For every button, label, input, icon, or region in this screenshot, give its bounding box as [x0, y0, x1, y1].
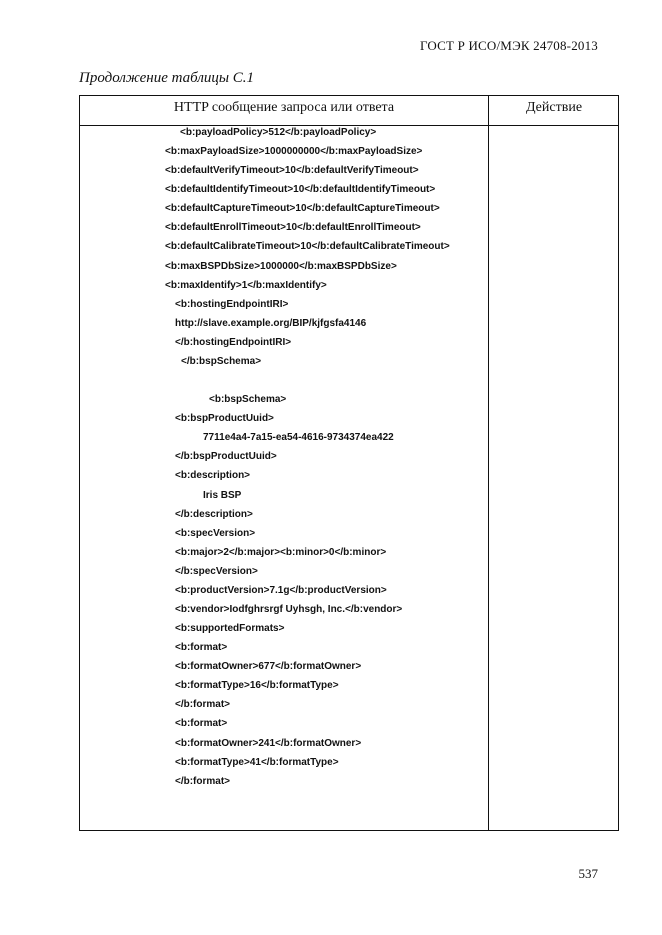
code-line: <b:bspSchema> — [209, 394, 287, 405]
table-header-row — [80, 96, 618, 126]
code-line: <b:maxPayloadSize>1000000000</b:maxPayloadSize> — [165, 146, 423, 157]
code-line: </b:format> — [175, 776, 231, 787]
code-line: </b:description> — [175, 509, 253, 520]
code-line: <b:formatType>41</b:formatType> — [175, 757, 339, 768]
code-line: </b:specVersion> — [175, 566, 258, 577]
code-line: <b:defaultVerifyTimeout>10</b:defaultVerifyTimeout> — [165, 165, 419, 176]
document-header: ГОСТ Р ИСО/МЭК 24708-2013 — [419, 38, 598, 53]
code-line: <b:maxBSPDbSize>1000000</b:maxBSPDbSize> — [165, 261, 397, 272]
code-line: http://slave.example.org/BIP/kjfgsfa4146 — [175, 318, 367, 329]
code-line: <b:defaultIdentifyTimeout>10</b:defaultIdentifyTimeout> — [165, 184, 436, 195]
code-line: <b:maxIdentify>1</b:maxIdentify> — [165, 280, 327, 291]
code-line: <b:format> — [175, 718, 228, 729]
code-line: <b:formatType>16</b:formatType> — [175, 680, 339, 691]
code-line: <b:productVersion>7.1g</b:productVersion> — [175, 585, 387, 596]
code-line: <b:hostingEndpointIRI> — [175, 299, 289, 310]
code-line: <b:format> — [175, 642, 228, 653]
code-line: </b:bspSchema> — [181, 356, 262, 367]
code-line: Iris BSP — [203, 490, 242, 501]
code-line: <b:formatOwner>241</b:formatOwner> — [175, 738, 362, 749]
code-line: <b:formatOwner>677</b:formatOwner> — [175, 661, 362, 672]
code-line: <b:supportedFormats> — [175, 623, 285, 634]
code-line: <b:payloadPolicy>512</b:payloadPolicy> — [180, 127, 377, 138]
code-line: <b:specVersion> — [175, 528, 256, 539]
code-line: </b:hostingEndpointIRI> — [175, 337, 292, 348]
code-line: <b:vendor>Iodfghrsrgf Uyhsgh, Inc.</b:vendor> — [175, 604, 403, 615]
column-header-message: HTTP сообщение запроса или ответа — [173, 100, 395, 115]
code-line: <b:defaultCaptureTimeout>10</b:defaultCaptureTimeout> — [165, 203, 440, 214]
column-header-action: Действие — [525, 100, 583, 115]
http-message-table — [79, 95, 619, 831]
column-divider — [488, 96, 489, 830]
code-line: </b:bspProductUuid> — [175, 451, 277, 462]
code-line: <b:description> — [175, 470, 251, 481]
code-line: <b:bspProductUuid> — [175, 413, 274, 424]
code-line: <b:defaultEnrollTimeout>10</b:defaultEnrollTimeout> — [165, 222, 421, 233]
code-line: <b:defaultCalibrateTimeout>10</b:defaultCalibrateTimeout> — [165, 241, 450, 252]
code-line: 7711e4a4-7a15-ea54-4616-9734374ea422 — [203, 432, 394, 443]
code-line: </b:format> — [175, 699, 231, 710]
table-caption: Продолжение таблицы С.1 — [79, 70, 255, 86]
code-line: <b:major>2</b:major><b:minor>0</b:minor> — [175, 547, 387, 558]
page-number: 537 — [578, 866, 598, 881]
